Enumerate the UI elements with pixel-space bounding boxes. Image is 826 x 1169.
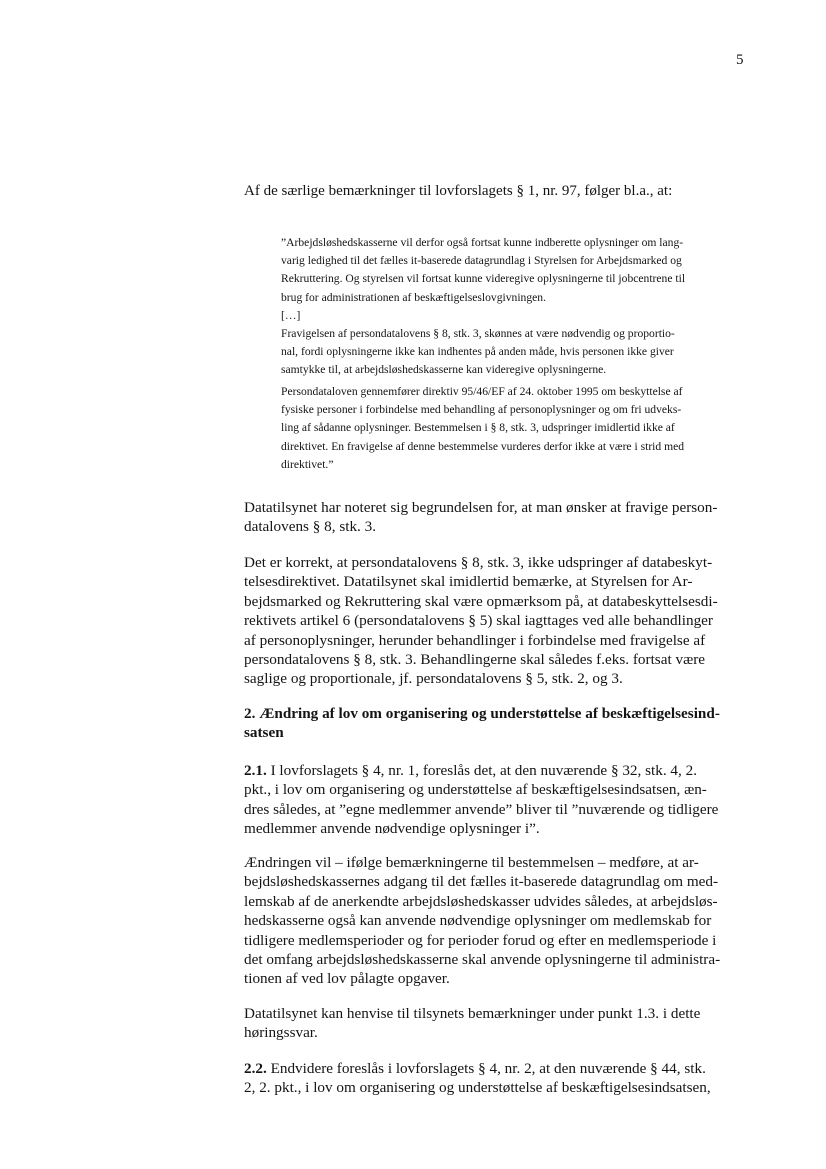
paragraph-line: I lovforslagets § 4, nr. 1, foreslås det, at den nuværende § 32, stk. 4, 2. <box>266 762 698 779</box>
paragraph-line: datalovens § 8, stk. 3. <box>244 518 377 536</box>
quote-line: direktivet.” <box>281 457 334 471</box>
quote-block-2 <box>281 383 751 474</box>
quote-line: ling af sådanne oplysninger. Bestemmelsen i § 8, stk. 3, udspringer imidlertid ikke af <box>281 421 675 435</box>
paragraph-line: lemskab af de anerkendte arbejdsløshedskasser udvides således, at arbejdsløs- <box>244 892 718 910</box>
quote-ellipsis: […] <box>281 308 301 322</box>
paragraph-line: pkt., i lov om organisering og understøttelse af beskæftigelsesindsatsen, æn- <box>244 781 707 799</box>
paragraph-line: bejdsløshedskassernes adgang til det fælles it-baserede datagrundlag om med- <box>244 873 719 891</box>
paragraph-line: det omfang arbejdsløshedskasserne skal anvende oplysningerne til administra- <box>244 951 721 969</box>
paragraph-line: tidligere medlemsperioder og for perioder forud og efter en medlemsperiode i <box>244 931 717 949</box>
quote-line: nal, fordi oplysningerne ikke kan indhentes på anden måde, hvis personen ikke giver <box>281 345 674 359</box>
quote-line: varig ledighed til det fælles it-baserede datagrundlag i Styrelsen for Arbejdsmarked og <box>281 254 682 268</box>
paragraph-line: Datatilsynet kan henvise til tilsynets bemærkninger under punkt 1.3. i dette <box>244 1005 701 1022</box>
paragraph-2-1 <box>244 761 754 839</box>
paragraph-line: medlemmer anvende nødvendige oplysninger i”. <box>244 820 540 838</box>
paragraph-line: bejdsmarked og Rekruttering skal være opmærksom på, at databeskyttelsesdi- <box>244 592 718 610</box>
paragraph-line: dres således, at ”egne medlemmer anvende” bliver til ”nuværende og tidligere <box>244 800 719 818</box>
quote-line: Rekruttering. Og styrelsen vil fortsat kunne videregive oplysningerne til jobcentrene til <box>281 272 686 286</box>
quote-line: samtykke til, at arbejdsløshedskasserne kan videregive oplysningerne. <box>281 363 607 377</box>
paragraph-line: saglige og proportionale, jf. persondatalovens § 5, stk. 2, og 3. <box>244 670 623 688</box>
quote-line: ”Arbejdsløshedskasserne vil derfor også fortsat kunne indberette oplysninger om lang- <box>281 236 684 249</box>
paragraph-henvise <box>244 1004 754 1043</box>
paragraph-line: hedskasserne også kan anvende nødvendige oplysninger om medlemskab for <box>244 912 712 930</box>
paragraph-line: Endvidere foreslås i lovforslagets § 4, nr. 2, at den nuværende § 44, stk. <box>266 1060 706 1077</box>
quote-block-1 <box>281 234 751 380</box>
intro-sentence: Af de særlige bemærkninger til lovforslagets § 1, nr. 97, følger bl.a., at: <box>244 183 673 199</box>
paragraph-2-2 <box>244 1059 754 1098</box>
paragraph-line: Datatilsynet har noteret sig begrundelsen for, at man ønsker at fravige person- <box>244 499 718 516</box>
paragraph-korrekt <box>244 553 754 689</box>
paragraph-line: høringssvar. <box>244 1024 318 1042</box>
heading-line: satsen <box>244 724 284 742</box>
quote-line: brug for administrationen af beskæftigelseslovgivningen. <box>281 290 546 304</box>
quote-line: Fravigelsen af persondatalovens § 8, stk. 3, skønnes at være nødvendig og proportio- <box>281 327 675 341</box>
page-number: 5 <box>736 52 744 68</box>
paragraph-number: 2.1. <box>244 762 267 779</box>
paragraph-number: 2.2. <box>244 1060 267 1077</box>
paragraph-line: tionen af ved lov pålagte opgaver. <box>244 970 450 988</box>
quote-line: Persondataloven gennemfører direktiv 95/46/EF af 24. oktober 1995 om beskyttelse af <box>281 385 683 398</box>
paragraph-line: Det er korrekt, at persondatalovens § 8, stk. 3, ikke udspringer af databeskyt- <box>244 554 713 571</box>
heading-line: 2. Ændring af lov om organisering og understøttelse af beskæftigelsesind- <box>244 705 720 722</box>
quote-line: fysiske personer i forbindelse med behandling af personoplysninger og om fri udveks- <box>281 403 682 417</box>
paragraph-line: Ændringen vil – ifølge bemærkningerne til bestemmelsen – medføre, at ar- <box>244 854 699 871</box>
paragraph-line: 2, 2. pkt., i lov om organisering og understøttelse af beskæftigelsesindsatsen, <box>244 1079 711 1097</box>
quote-line: direktivet. En fravigelse af denne bestemmelse vurderes derfor ikke at være i strid med <box>281 439 685 453</box>
paragraph-begrundelse <box>244 498 754 537</box>
paragraph-aendringen <box>244 853 754 989</box>
section-heading <box>244 704 754 743</box>
paragraph-line: telsesdirektivet. Datatilsynet skal imidlertid bemærke, at Styrelsen for Ar- <box>244 573 693 591</box>
paragraph-line: af personoplysninger, herunder behandlinger i forbindelse med fravigelse af <box>244 631 706 649</box>
paragraph-line: persondatalovens § 8, stk. 3. Behandlingerne skal således f.eks. fortsat være <box>244 651 705 669</box>
paragraph-line: rektivets artikel 6 (persondatalovens § 5) skal iagttages ved alle behandlinger <box>244 612 713 630</box>
